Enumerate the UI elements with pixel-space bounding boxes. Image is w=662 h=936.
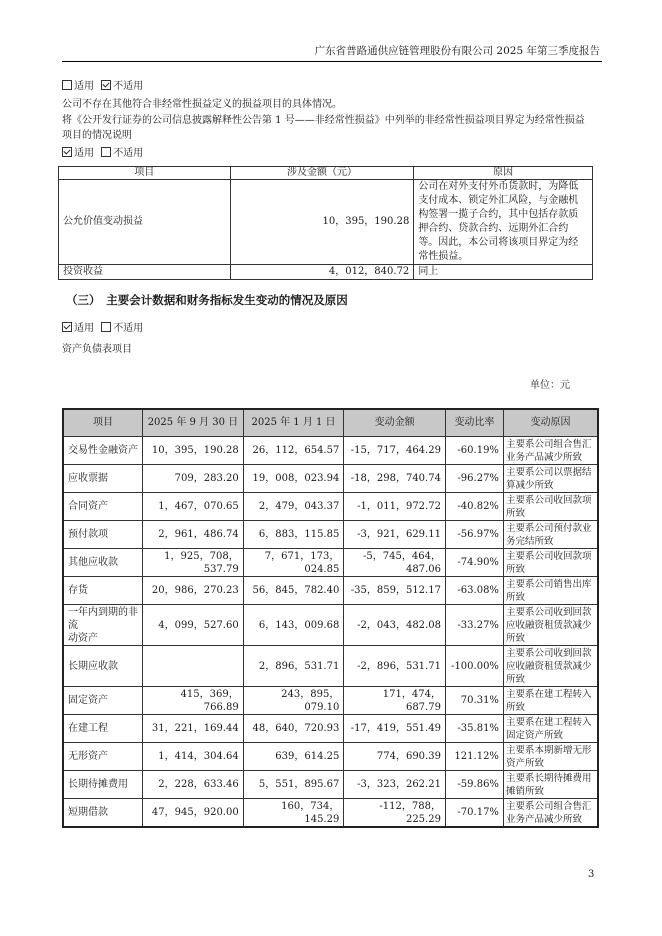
cell-change-reason: [503, 646, 598, 687]
cell-change-reason: [503, 605, 598, 646]
cell-line: 长期待摊费用: [68, 779, 128, 790]
cell-item: [63, 799, 143, 828]
cell-change-amount: -2，043，482.08: [344, 605, 446, 646]
cell-line: 主要系本期新增无形: [505, 744, 592, 756]
cell-end-balance: 1，414，304.64: [143, 743, 244, 771]
cell-start-balance: 26，112，654.57: [243, 437, 344, 465]
cell-line: 应收融资租赁款减少: [505, 619, 592, 631]
cell-change-amount: -18，298，740.74: [344, 465, 446, 493]
checked-checkbox-icon: [62, 147, 72, 157]
cell-change-reason: [503, 771, 598, 799]
cell-end-balance: 4，099，527.60: [143, 605, 244, 646]
cell-line: 无形资产: [68, 751, 108, 762]
cell-line: 主要系在建工程转入: [505, 716, 592, 728]
cell-change-amount: 171，474，687.79: [344, 687, 446, 715]
cell-start-balance: 7，671，173，024.85: [243, 549, 344, 577]
cell-line: 主要系公司组合售汇: [505, 438, 592, 450]
cell-line: 在建工程: [68, 723, 108, 734]
cell-start-balance: 5，551，895.67: [243, 771, 344, 799]
applicability-row-1: [62, 80, 147, 94]
cell-line: 一年内到期的非流: [68, 606, 138, 631]
cell-line: 业务产品减少所致: [505, 451, 582, 463]
cell-line: 应收票据: [68, 473, 108, 484]
cell-line: 主要系长期待摊费用: [505, 772, 592, 784]
checked-checkbox-icon: [101, 80, 111, 90]
cell-line: 预付款项: [68, 529, 108, 540]
cell-end-balance: 20，986，270.23: [143, 577, 244, 605]
column-header: 2025 年 1 月 1 日: [243, 409, 344, 437]
cell-change-amount: -1，011，972.72: [344, 493, 446, 521]
option-not-applicable[interactable]: [101, 322, 143, 336]
table-row: [63, 577, 598, 605]
table-row: [63, 437, 598, 465]
option-label: 不适用: [113, 323, 144, 334]
cell-change-reason: [503, 493, 598, 521]
cell-item: [63, 687, 143, 715]
cell-change-amount: -35，859，512.17: [344, 577, 446, 605]
option-label: 适用: [74, 323, 94, 334]
table-row: [59, 180, 593, 265]
cell-change-ratio: -96.27%: [445, 465, 503, 493]
cell-start-balance: 6，883，115.85: [243, 521, 344, 549]
cell-change-amount: -3，921，629.11: [344, 521, 446, 549]
option-label: 适用: [74, 81, 94, 92]
table-row: [63, 799, 598, 828]
cell-amount: 4，012，840.72: [230, 265, 414, 280]
column-header: 涉及金额（元）: [230, 167, 414, 180]
balance-sheet-label: 资产负债表项目: [62, 344, 132, 355]
cell-line: 主要系公司组合售汇: [505, 800, 592, 812]
cell-change-amount: -2，896，531.71: [344, 646, 446, 687]
reason-line: 公司在对外支付外币货款时，为降低: [418, 181, 579, 192]
unit-label: 单位：元: [530, 380, 570, 391]
paragraph-line: 公司不存在其他符合非经常性损益定义的损益项目的具体情况。: [62, 99, 342, 110]
cell-change-reason: [503, 521, 598, 549]
paragraph-line: 将《公开发行证券的公司信息披露解释性公告第 1 号——非经常性损益》中列举的非经常性损益项目界定为经常性损益: [62, 115, 585, 126]
table-row: [63, 743, 598, 771]
cell-item: [63, 743, 143, 771]
table-row: [63, 605, 598, 646]
cell-item: [63, 605, 143, 646]
cell-change-amount: -17，419，551.49: [344, 715, 446, 743]
cell-start-balance: 48，640，720.93: [243, 715, 344, 743]
cell-item: [63, 465, 143, 493]
cell-item: [63, 577, 143, 605]
cell-change-reason: [503, 687, 598, 715]
cell-line: 所致: [505, 673, 525, 685]
table-row: [59, 265, 593, 280]
reason-line: 等。因此，本公司将该项目界定为经: [418, 237, 579, 248]
cell-item: 投资收益: [59, 265, 231, 280]
table-row: [63, 646, 598, 687]
cell-end-balance: 2，228，633.46: [143, 771, 244, 799]
table-row: [63, 521, 598, 549]
cell-line: 所致: [505, 701, 525, 713]
reason-line: 支付成本、锁定外汇风险，与金融机: [418, 195, 579, 206]
cell-line: 所致: [505, 563, 525, 575]
cell-change-ratio: -59.86%: [445, 771, 503, 799]
cell-change-ratio: -33.27%: [445, 605, 503, 646]
cell-start-balance: 56，845，782.40: [243, 577, 344, 605]
cell-change-amount: -3，323，262.21: [344, 771, 446, 799]
cell-line: 长期应收款: [68, 660, 118, 672]
cell-end-balance: 1，925，708，537.79: [143, 549, 244, 577]
cell-line: 主要系公司销售出库: [505, 578, 592, 590]
cell-change-ratio: -70.17%: [445, 799, 503, 828]
column-header: 原因: [414, 167, 593, 180]
cell-change-ratio: -60.19%: [445, 437, 503, 465]
cell-change-ratio: -74.90%: [445, 549, 503, 577]
column-header: 变动金额: [344, 409, 446, 437]
cell-line: 存货: [68, 585, 88, 596]
reason-line: 押合约、贷款合约、远期外汇合约: [418, 223, 569, 234]
checkbox-icon: [62, 80, 72, 90]
cell-item: [63, 646, 143, 687]
cell-line: 动资产: [68, 632, 98, 644]
cell-line: 所致: [505, 591, 525, 603]
cell-line: 合同资产: [68, 501, 108, 512]
cell-line: 所致: [505, 507, 525, 519]
cell-change-amount: -5，745，464，487.06: [344, 549, 446, 577]
table-row: [63, 771, 598, 799]
cell-line: 业务产品减少所致: [505, 813, 582, 825]
cell-item: 公允价值变动损益: [59, 180, 231, 265]
reason-line: 构签署一揽子合约，其中包括存款质: [418, 209, 579, 220]
column-header: 变动比率: [445, 409, 503, 437]
cell-end-balance: [143, 646, 244, 687]
cell-change-reason: [503, 465, 598, 493]
cell-change-reason: [503, 549, 598, 577]
cell-item: [63, 771, 143, 799]
table-row: [63, 687, 598, 715]
cell-end-balance: 709，283.20: [143, 465, 244, 493]
column-header: 2025 年 9 月 30 日: [143, 409, 244, 437]
cell-change-reason: [503, 743, 598, 771]
cell-change-reason: [503, 715, 598, 743]
cell-change-amount: -15，717，464.29: [344, 437, 446, 465]
cell-change-ratio: -100.00%: [445, 646, 503, 687]
checkbox-icon: [101, 147, 111, 157]
cell-line: 摊销所致: [505, 785, 544, 797]
cell-change-reason: [503, 437, 598, 465]
cell-change-ratio: -56.97%: [445, 521, 503, 549]
cell-end-balance: 10，395，190.28: [143, 437, 244, 465]
cell-line: 固定资产所致: [505, 729, 563, 741]
table-row: [63, 493, 598, 521]
cell-end-balance: 2，961，486.74: [143, 521, 244, 549]
cell-end-balance: 1，467，070.65: [143, 493, 244, 521]
applicability-row-2: [62, 147, 147, 161]
cell-reason: 同上: [414, 265, 593, 280]
cell-start-balance: 2，479，043.37: [243, 493, 344, 521]
cell-start-balance: 243，895，079.10: [243, 687, 344, 715]
cell-change-reason: [503, 799, 598, 828]
cell-item: [63, 521, 143, 549]
checkbox-icon: [101, 322, 111, 332]
table-row: [63, 465, 598, 493]
cell-item: [63, 715, 143, 743]
table-row: [63, 549, 598, 577]
cell-line: 所致: [505, 632, 525, 644]
cell-amount: 10，395，190.28: [230, 180, 414, 265]
cell-line: 应收融资租赁款减少: [505, 660, 592, 672]
cell-end-balance: 47，945，920.00: [143, 799, 244, 828]
cell-start-balance: 19，008，023.94: [243, 465, 344, 493]
cell-item: [63, 549, 143, 577]
option-label: 不适用: [113, 81, 144, 92]
column-header: 变动原因: [503, 409, 598, 437]
cell-line: 主要系公司以票据结: [505, 466, 592, 478]
cell-start-balance: 6，143，009.68: [243, 605, 344, 646]
option-applicable[interactable]: [62, 322, 94, 336]
cell-end-balance: 31，221，169.44: [143, 715, 244, 743]
cell-start-balance: 2，896，531.71: [243, 646, 344, 687]
cell-line: 主要系公司收到回款: [505, 606, 592, 618]
cell-line: 算减少所致: [505, 479, 554, 491]
cell-line: 主要系公司收到回款: [505, 647, 592, 659]
option-applicable[interactable]: [62, 147, 94, 161]
cell-line: 主要系公司预付款业: [505, 522, 592, 534]
cell-line: 短期借款: [68, 807, 108, 818]
cell-item: [63, 437, 143, 465]
cell-line: 固定资产: [68, 695, 108, 706]
checked-checkbox-icon: [62, 322, 72, 332]
page-number: 3: [588, 869, 595, 880]
column-header: 项目: [59, 167, 231, 180]
cell-line: 主要系公司收回款项: [505, 550, 592, 562]
column-header: 项目: [63, 409, 143, 437]
cell-line: 交易性金融资产: [68, 445, 138, 456]
balance-sheet-changes-table: [62, 408, 599, 828]
option-not-applicable[interactable]: [101, 80, 143, 94]
section-title: （三） 主要会计数据和财务指标发生变动的情况及原因: [66, 293, 348, 307]
cell-line: 其他应收款: [68, 557, 118, 568]
cell-change-ratio: 121.12%: [445, 743, 503, 771]
table-row: [63, 715, 598, 743]
recurring-items-table: [58, 166, 593, 280]
paragraph-line: 项目的情况说明: [62, 130, 132, 141]
cell-line: 主要系公司收回款项: [505, 494, 592, 506]
cell-start-balance: 639，614.25: [243, 743, 344, 771]
cell-end-balance: 415，369，766.89: [143, 687, 244, 715]
cell-change-ratio: 70.31%: [445, 687, 503, 715]
cell-change-ratio: -63.08%: [445, 577, 503, 605]
cell-change-ratio: -35.81%: [445, 715, 503, 743]
cell-change-amount: 774，690.39: [344, 743, 446, 771]
cell-reason: [414, 180, 593, 265]
cell-start-balance: 160，734，145.29: [243, 799, 344, 828]
cell-line: 资产所致: [505, 757, 544, 769]
applicability-row-3: [62, 322, 147, 336]
cell-item: [63, 493, 143, 521]
header-divider: [62, 61, 602, 62]
report-header: 广东省普路通供应链管理股份有限公司 2025 年第三季度报告: [314, 45, 600, 57]
option-applicable[interactable]: [62, 80, 94, 94]
cell-line: 主要系在建工程转入: [505, 688, 592, 700]
reason-line: 常性损益。: [418, 251, 469, 262]
option-label: 不适用: [113, 148, 144, 159]
cell-change-reason: [503, 577, 598, 605]
option-not-applicable[interactable]: [101, 147, 143, 161]
cell-line: 务完结所致: [505, 535, 554, 547]
cell-change-ratio: -40.82%: [445, 493, 503, 521]
option-label: 适用: [74, 148, 94, 159]
cell-change-amount: -112，788，225.29: [344, 799, 446, 828]
table-header-row: [59, 167, 593, 180]
table-header-row: [63, 409, 598, 437]
